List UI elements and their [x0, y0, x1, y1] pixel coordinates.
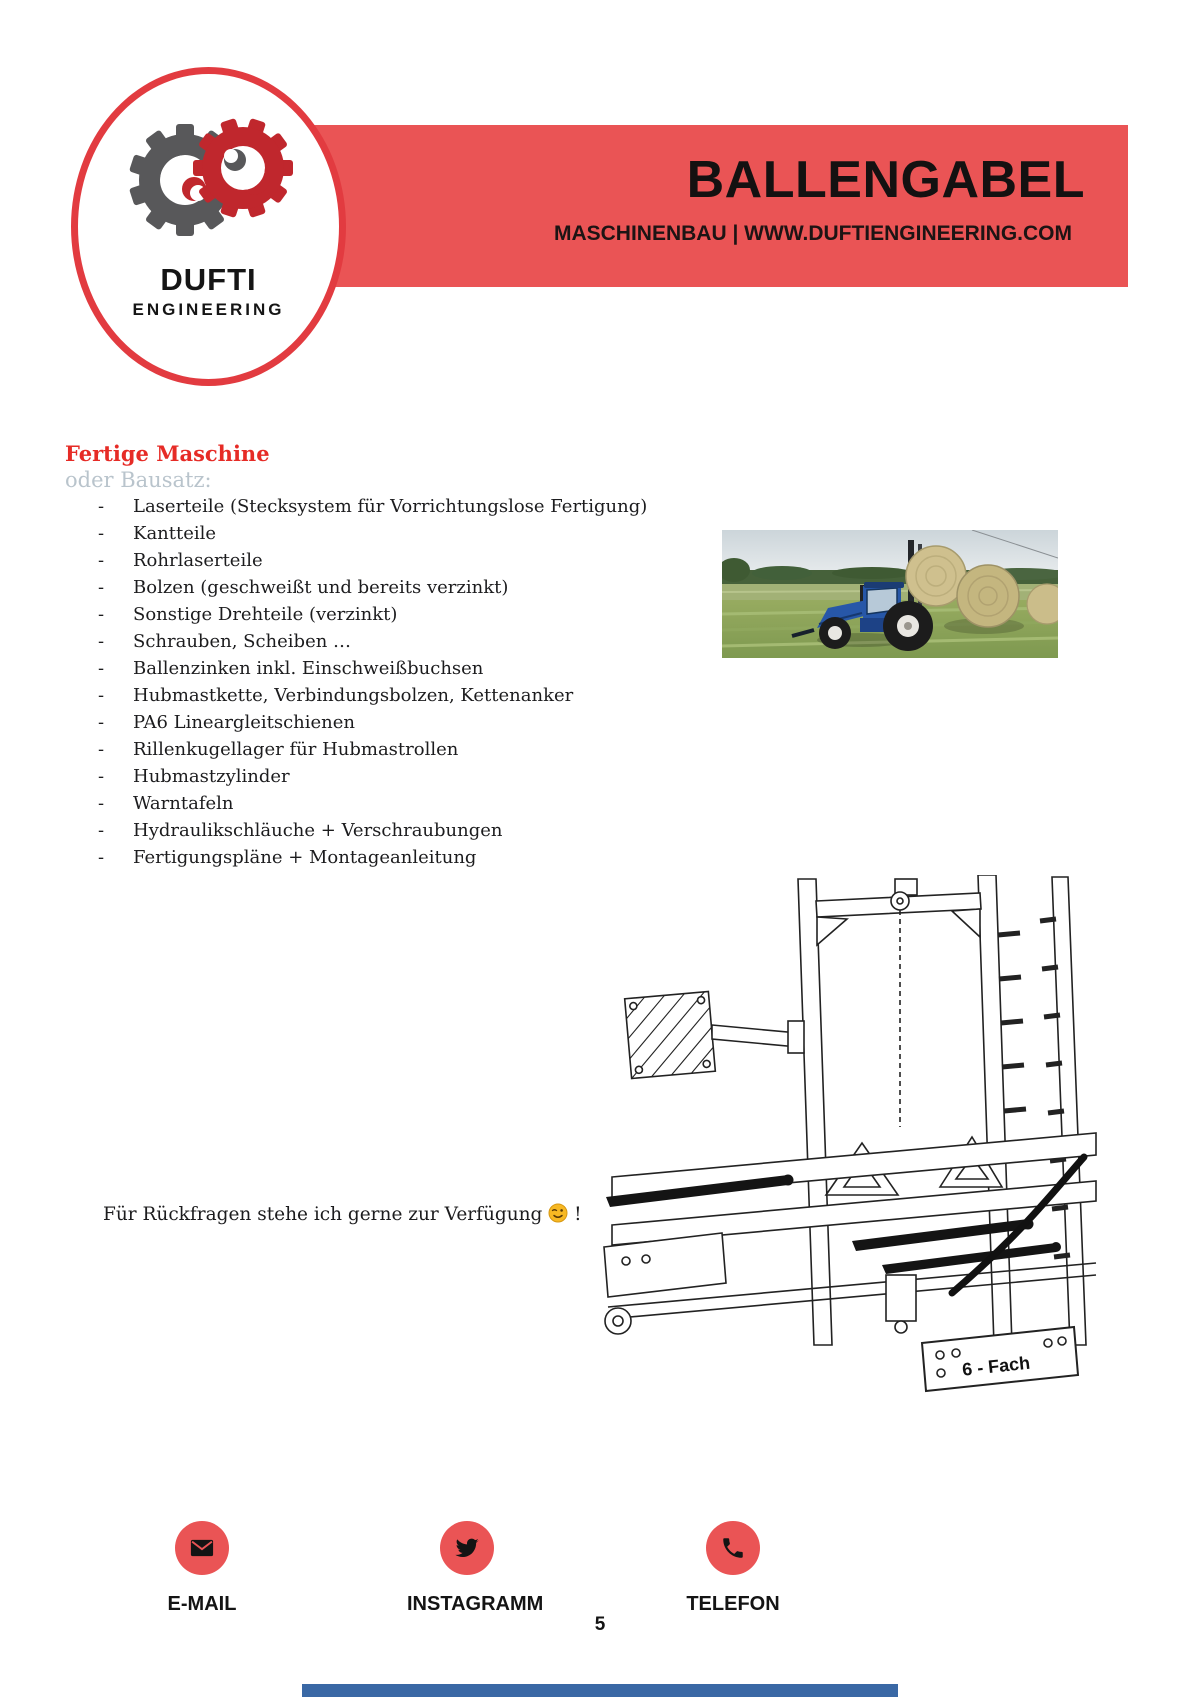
company-logo	[71, 67, 346, 386]
list-item: - Hydraulikschläuche + Verschraubungen	[98, 820, 503, 841]
technical-drawing	[600, 875, 1100, 1395]
list-item: - Bolzen (geschweißt und bereits verzinkt)	[98, 577, 509, 598]
twitter-bird-icon	[453, 1534, 481, 1562]
drawing-label: 6 - Fach	[961, 1352, 1032, 1380]
list-item: - Hubmastzylinder	[98, 766, 290, 787]
list-item: - Warntafeln	[98, 793, 234, 814]
gears-icon	[103, 102, 315, 262]
contact-email[interactable]	[142, 1521, 262, 1616]
envelope-icon	[188, 1534, 216, 1562]
page-title: BALLENGABEL	[686, 151, 1085, 209]
list-item: - Rillenkugellager für Hubmastrollen	[98, 739, 459, 760]
list-item: - Ballenzinken inkl. Einschweißbuchsen	[98, 658, 484, 679]
list-item: - Kantteile	[98, 523, 217, 544]
parts-list	[98, 493, 738, 871]
list-item: - PA6 Lineargleitschienen	[98, 712, 356, 733]
list-item: - Schrauben, Scheiben …	[98, 631, 352, 652]
contact-instagram[interactable]	[407, 1521, 544, 1616]
wink-emoji-icon	[548, 1203, 568, 1223]
phone-circle[interactable]	[706, 1521, 760, 1575]
contact-label: TELEFON	[686, 1593, 780, 1615]
header-subtitle: MASCHINENBAU | WWW.DUFTIENGINEERING.COM	[553, 222, 1072, 245]
email-circle[interactable]	[175, 1521, 229, 1575]
list-item: - Fertigungspläne + Montageanleitung	[98, 847, 477, 868]
section-heading-red: Fertige Maschine	[65, 441, 270, 466]
bottom-bar[interactable]	[302, 1684, 898, 1697]
contact-label: E-MAIL	[167, 1593, 237, 1615]
note-line	[103, 1203, 582, 1225]
note-text: Für Rückfragen stehe ich gerne zur Verfügung	[103, 1204, 543, 1225]
page-number: 5	[594, 1614, 606, 1635]
tractor-photo	[722, 530, 1058, 658]
section-heading-gray: oder Bausatz:	[65, 468, 212, 492]
instagram-circle[interactable]	[440, 1521, 494, 1575]
logo-text-engineering: ENGINEERING	[132, 300, 285, 319]
contact-phone[interactable]	[673, 1521, 793, 1616]
list-item: - Laserteile (Stecksystem für Vorrichtungslose Fertigung)	[98, 496, 648, 517]
list-item: - Sonstige Drehteile (verzinkt)	[98, 604, 398, 625]
contact-label: INSTAGRAMM	[407, 1593, 544, 1615]
note-suffix: !	[574, 1204, 582, 1225]
logo-text-dufti: DUFTI	[160, 262, 257, 297]
list-item: - Rohrlaserteile	[98, 550, 263, 571]
list-item: - Hubmastkette, Verbindungsbolzen, Kettenanker	[98, 685, 574, 706]
phone-icon	[720, 1535, 746, 1561]
